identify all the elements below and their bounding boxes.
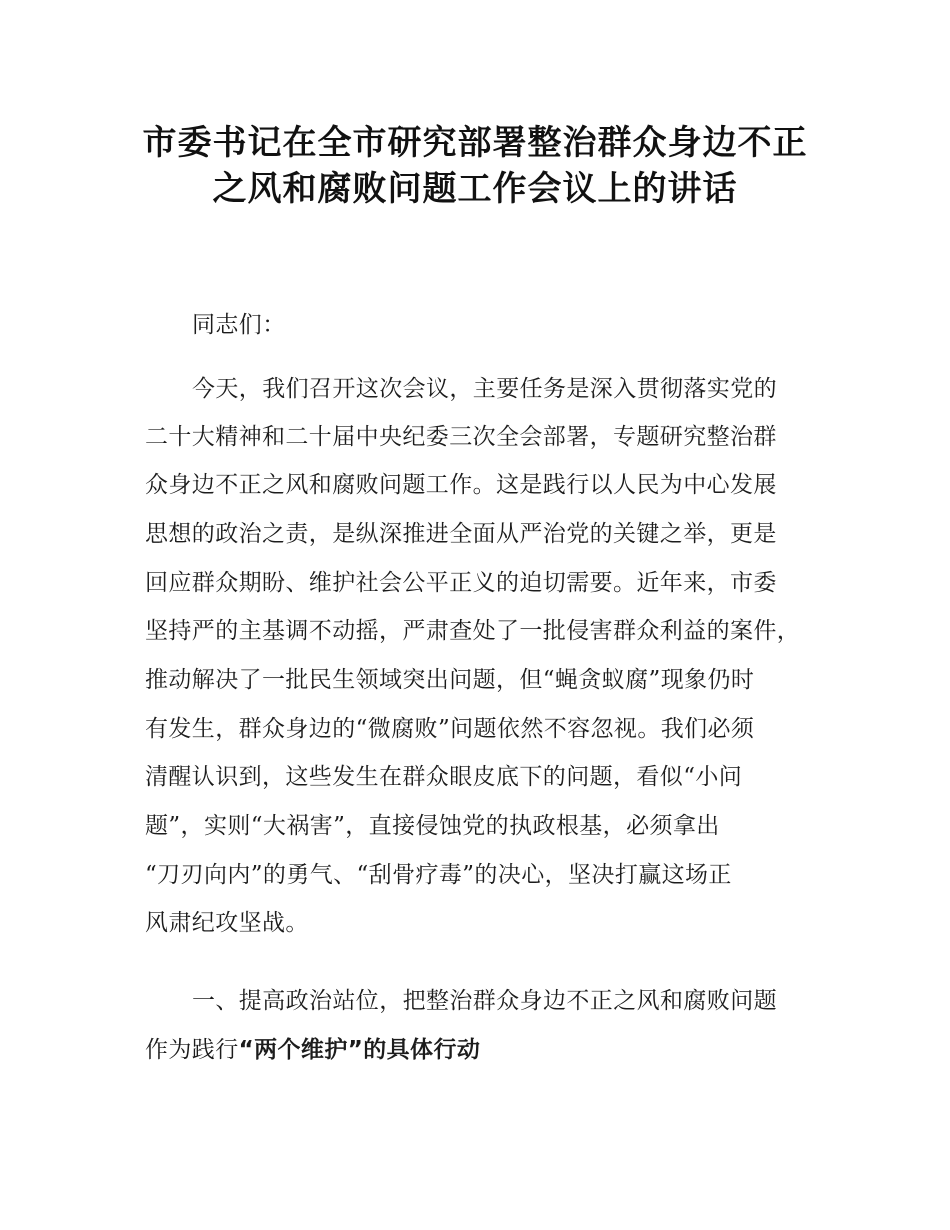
section-heading-1-line-1: 一、提高政治站位，把整治群众身边不正之风和腐败问题	[192, 988, 777, 1014]
paragraph-1-line: 今天，我们召开这次会议，主要任务是深入贯彻落实党的	[192, 376, 777, 402]
paragraph-1-line: 坚持严的主基调不动摇，严肃查处了一批侵害群众利益的案件，	[145, 618, 801, 644]
paragraph-1-line: 清醒认识到，这些发生在群众眼皮底下的问题，看似“小问	[145, 764, 743, 790]
salutation: 同志们：	[192, 312, 286, 338]
paragraph-1-line: 众身边不正之风和腐败问题工作。这是践行以人民为中心发展	[145, 472, 777, 498]
paragraph-1-line: 二十大精神和二十届中央纪委三次全会部署，专题研究整治群	[145, 424, 777, 450]
paragraph-1-line: 题”，实则“大祸害”，直接侵蚀党的执政根基，必须拿出	[145, 813, 720, 839]
section-heading-1-emphasis: “两个维护”的具体行动	[238, 1037, 481, 1063]
paragraph-1-line: “刀刃向内”的勇气、“刮骨疗毒”的决心，坚决打赢这场正	[145, 862, 732, 888]
document-title-line-2: 之风和腐败问题工作会议上的讲话	[212, 169, 738, 209]
paragraph-1-line: 回应群众期盼、维护社会公平正义的迫切需要。近年来，市委	[145, 570, 777, 596]
paragraph-1-line: 推动解决了一批民生领域突出问题，但“蝇贪蚁腐”现象仍时	[145, 667, 755, 693]
section-heading-1-prefix: 作为践行	[145, 1037, 239, 1063]
section-heading-1-line-2	[145, 1035, 480, 1065]
paragraph-1-line: 有发生，群众身边的“微腐败”问题依然不容忽视。我们必须	[145, 716, 755, 742]
document-title-line-1: 市委书记在全市研究部署整治群众身边不正	[142, 123, 808, 163]
paragraph-1-line: 风肃纪攻坚战。	[145, 910, 309, 936]
paragraph-1-line: 思想的政治之责，是纵深推进全面从严治党的关键之举，更是	[145, 521, 777, 547]
